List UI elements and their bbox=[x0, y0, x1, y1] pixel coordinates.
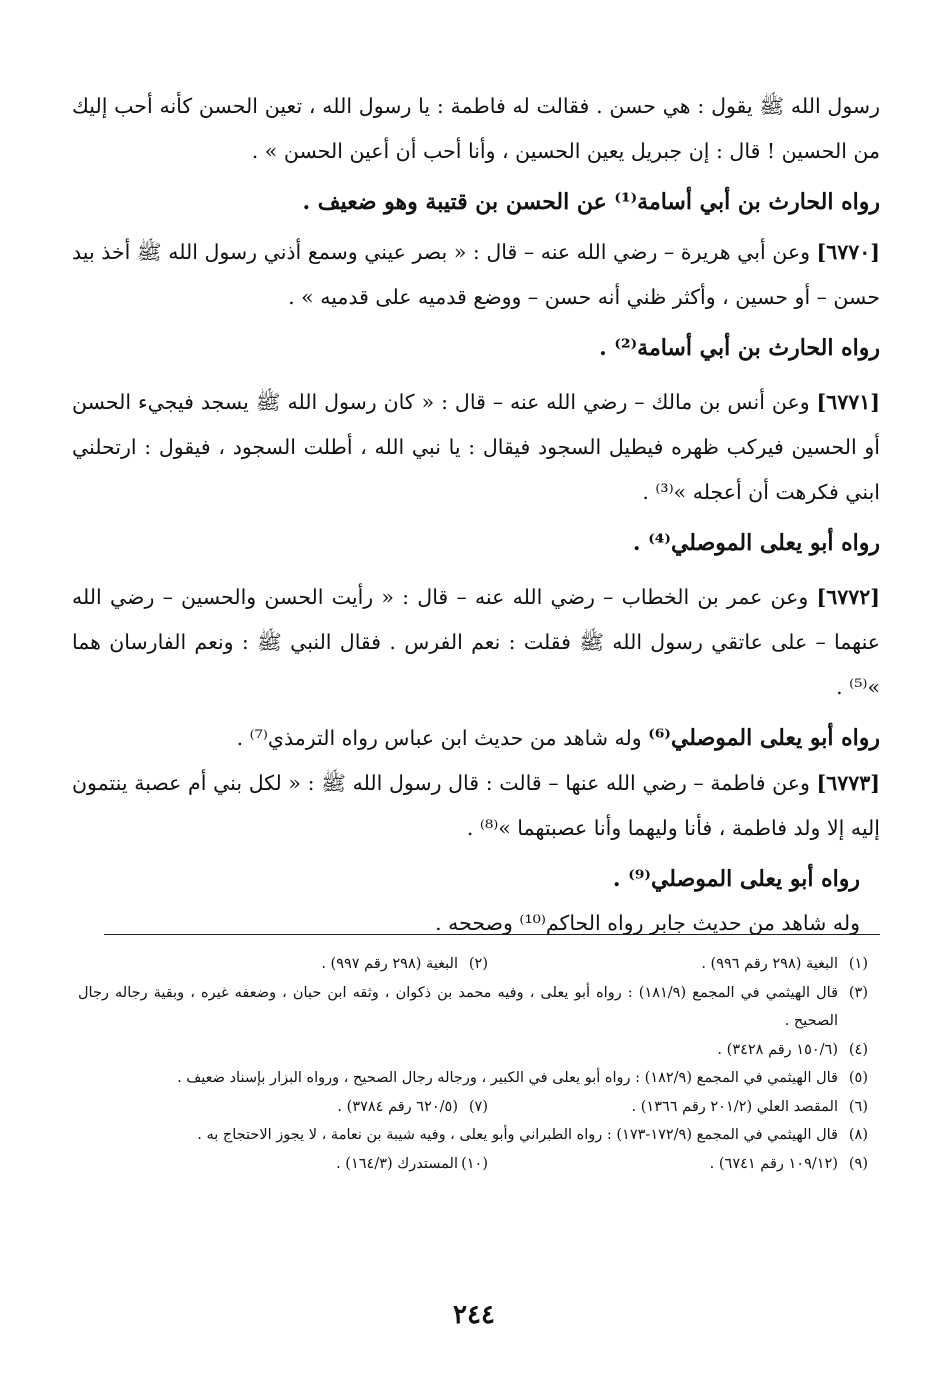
attribution-1: رواه الحارث بن أبي أسامة⁽¹⁾ عن الحسن بن قتيبة وهو ضعيف . bbox=[302, 189, 880, 215]
footnote-row-1-2 bbox=[78, 950, 868, 979]
footnote-marker: (٣) bbox=[848, 984, 868, 1001]
footnote-row-5 bbox=[78, 1064, 868, 1093]
footnote-row-6-7 bbox=[78, 1093, 868, 1122]
hadith-number: [٦٧٧٠] bbox=[816, 240, 880, 264]
attribution-3: رواه أبو يعلى الموصلي⁽⁴⁾ . bbox=[632, 530, 880, 556]
hadith-text: وعن أبي هريرة – رضي الله عنه – قال : « بصر عيني وسمع أذني رسول الله ﷺ أخذ بيد حسن – أو حسين ، وأكثر ظني أنه حسن – ووضع قدميه على قدميه » . bbox=[72, 240, 880, 309]
footnote-3: قال الهيثمي في المجمع (١٨١/٩) : رواه أبو يعلى ، وفيه محمد بن ذكوان ، وثقه ابن حبان ، وضعفه غيره ، وبقية رجاله رجال الصحيح . bbox=[78, 984, 839, 1029]
footnote-marker: (١٠) bbox=[461, 1155, 488, 1172]
footnote-9: (١٠٩/١٢ رقم ٦٧٤١) . bbox=[709, 1155, 838, 1172]
hadith-number: [٦٧٧٢] bbox=[816, 585, 880, 609]
footnote-1: البغية (٢٩٨ رقم ٩٩٦) . bbox=[701, 956, 838, 972]
attribution-4-lead: رواه أبو يعلى الموصلي⁽⁶⁾ bbox=[648, 725, 880, 751]
hadith-6773 bbox=[72, 761, 880, 851]
supporting-note: وله شاهد من حديث جابر رواه الحاكم⁽¹⁰⁾ وصححه . bbox=[435, 911, 860, 935]
main-text bbox=[72, 80, 880, 946]
footnote-4: (١٥٠/٦ رقم ٣٤٢٨) . bbox=[717, 1041, 838, 1058]
footnote-row-4 bbox=[78, 1036, 868, 1065]
footnote-marker: (٦) bbox=[848, 1098, 868, 1115]
footnote-row-3 bbox=[78, 979, 868, 1036]
footnote-marker: (٥) bbox=[848, 1070, 868, 1086]
page-number: ٢٤٤ bbox=[453, 1300, 495, 1330]
footnotes bbox=[78, 950, 868, 1178]
hadith-text: وعن عمر بن الخطاب – رضي الله عنه – قال : « رأيت الحسن والحسين – رضي الله عنهما – على عاتقي رسول الله ﷺ فقلت : نعم الفرس . فقال النبي ﷺ : ونعم الفارسان هما »⁽⁵⁾ . bbox=[72, 585, 880, 699]
footnote-10: المستدرك (١٦٤/٣) . bbox=[336, 1155, 458, 1172]
hadith-text: وعن فاطمة – رضي الله عنها – قالت : قال رسول الله ﷺ : « لكل بني أم عصبة ينتمون إليه إلا ولد فاطمة ، فأنا وليهما وأنا عصبتهما »⁽⁸⁾ . bbox=[72, 771, 880, 840]
footnote-6: المقصد العلي (٢٠١/٢ رقم ١٣٦٦) . bbox=[631, 1098, 838, 1115]
footnote-marker: (٨) bbox=[848, 1127, 868, 1143]
paragraph-continuation: رسول الله ﷺ يقول : هي حسن . فقالت له فاطمة : يا رسول الله ، تعين الحسن كأنه أحب إليك من الحسين ! قال : إن جبريل يعين الحسين ، وأنا أحب أن أعين الحسن » . bbox=[72, 94, 880, 163]
footnote-7: (٦٢٠/٥ رقم ٣٧٨٤) . bbox=[337, 1098, 458, 1115]
hadith-number: [٦٧٧٣] bbox=[816, 771, 880, 795]
hadith-number: [٦٧٧١] bbox=[816, 390, 880, 414]
hadith-6771 bbox=[72, 380, 880, 515]
attribution-4 bbox=[72, 716, 880, 761]
footnote-5: قال الهيثمي في المجمع (١٨٢/٩) : رواه أبو يعلى في الكبير ، ورجاله رجال الصحيح ، ورواه البزار بإسناد ضعيف . bbox=[177, 1070, 838, 1086]
footnote-marker: (٤) bbox=[848, 1041, 868, 1058]
footnote-8: قال الهيثمي في المجمع (١٧٢/٩-١٧٣) : رواه الطبراني وأبو يعلى ، وفيه شيبة بن نعامة ، لا يجوز الاحتجاج به . bbox=[197, 1127, 838, 1143]
footnote-2: البغية (٢٩٨ رقم ٩٩٧) . bbox=[321, 956, 458, 972]
footnote-marker: (٧) bbox=[468, 1098, 488, 1115]
footnote-row-8 bbox=[78, 1121, 868, 1150]
hadith-text: وعن أنس بن مالك – رضي الله عنه – قال : « كان رسول الله ﷺ يسجد فيجيء الحسن أو الحسين فيركب ظهره فيطيل السجود فيقال : يا نبي الله ، أطلت السجود ، فيقول : ارتحلني ابني فكرهت أن أعجله »⁽³⁾ . bbox=[72, 390, 880, 504]
footnote-marker: (٩) bbox=[848, 1155, 868, 1172]
hadith-6770 bbox=[72, 230, 880, 320]
attribution-4-rest: وله شاهد من حديث ابن عباس رواه الترمذي⁽⁷⁾ . bbox=[236, 726, 642, 750]
attribution-5: رواه أبو يعلى الموصلي⁽⁹⁾ . bbox=[612, 866, 860, 892]
attribution-2: رواه الحارث بن أبي أسامة⁽²⁾ . bbox=[599, 335, 880, 361]
hadith-6772 bbox=[72, 575, 880, 710]
footnote-marker: (١) bbox=[848, 956, 868, 972]
footnote-divider bbox=[104, 934, 880, 935]
footnote-marker: (٢) bbox=[468, 956, 488, 972]
footnote-row-9-10 bbox=[78, 1150, 868, 1179]
